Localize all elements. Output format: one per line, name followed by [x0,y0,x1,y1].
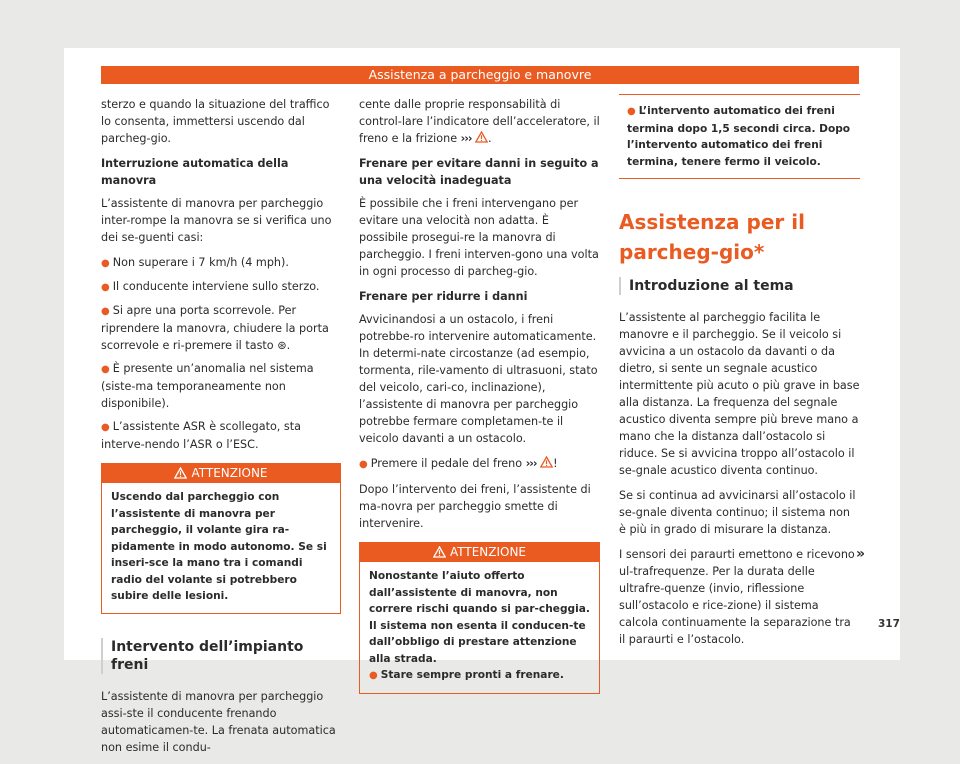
warning-text: Nonostante l’aiuto offerto dall’assistente di manovra, non correre rischi quando si par-cheggia. Il sistema non esenta il conducen-te dall’obbligo di prestare attenzione alla strada. ● Stare sempre pronti a frenare. [360,562,599,693]
bullet-icon: ● [101,364,110,375]
arrows-icon: ››› [460,132,472,145]
warning-triangle-icon [475,131,488,143]
paragraph: L’assistente di manovra per parcheggio assi-ste il conducente frenando automaticamen-te. La frenata automatica non esime il condu- [101,689,336,754]
list-item: ● Si apre una porta scorrevole. Per riprendere la manovra, chiudere la porta scorrevole e ri-premere il tasto ⊛. [101,304,329,352]
note-box [619,94,860,179]
arrows-icon: ››› [525,457,537,470]
list-item: ● L’intervento automatico dei freni termina dopo 1,5 secondi circa. Dopo l’intervento automatico dei freni termina, tenere fermo il veicolo. [627,105,851,168]
bullet-icon: ● [101,258,110,269]
section-title-intro: Introduzione al tema [619,277,860,295]
paragraph: sterzo e quando la situazione del traffico lo consenta, immettersi uscendo dal parcheg-gio. [101,98,330,145]
warning-box [101,463,341,614]
paragraph: Avvicinandosi a un ostacolo, i freni potrebbe-ro intervenire automaticamente. In determi-nate circostanze (ad esempio, tormenta, rile-vamento di ultrasuoni, stato del veicolo, cari-co, inclinazione), l’assistente di manovra per parcheggio potrebbe fermare completamen-te il veicolo davanti a un ostacolo. [359,313,598,445]
parking-button-icon: ⊛ [277,339,287,352]
column-2 [359,96,600,706]
list-item: ● Il conducente interviene sullo sterzo. [101,280,320,293]
bullet-icon: ● [101,282,110,293]
warning-triangle-icon [433,546,446,558]
paragraph: Dopo l’intervento dei freni, l’assistente di ma-novra per parcheggio smette di intervenire. [359,483,591,530]
list-item: ● L’assistente ASR è scollegato, sta interve-nendo l’ASR o l’ESC. [101,420,301,451]
page-header: Assistenza a parcheggio e manovre [101,66,859,84]
list-item: ● È presente un’anomalia nel sistema (siste-ma temporaneamente non disponibile). [101,362,314,410]
warning-triangle-icon [540,456,553,468]
paragraph: cente dalle proprie responsabilità di control-lare l’indicatore dell’acceleratore, il freno e la frizione ››› . [359,98,600,145]
page-number: 317 [878,618,900,630]
continue-mark: » [856,546,866,562]
bullet-icon: ● [369,670,378,681]
subheading-interruzione: Interruzione automatica della manovra [101,157,289,187]
paragraph: Se si continua ad avvicinarsi all’ostacolo il se-gnale diventa continuo; il sistema non è più in grado di misurare la distanza. [619,489,856,536]
column-1 [101,96,341,764]
subheading-ridurre: Frenare per ridurre i danni [359,290,528,303]
bullet-icon: ● [359,459,368,470]
paragraph: I sensori dei paraurti emettono e ricevono ul-trafrequenze. Per la durata delle ultrafre-quenze (invio, riflessione sull’ostacolo e rice-zione) il sistema calcola continuamente la separazione tra il paraurti e l’ostacolo. [619,548,855,646]
list-item: ● Premere il pedale del freno ››› ! [359,457,558,470]
bullet-icon: ● [627,106,636,117]
warning-text: Uscendo dal parcheggio con l’assistente di manovra per parcheggio, il volante gira ra-pidamente in modo autonomo. Se si inseri-sce la mano tra i comandi radio del volante si potrebbero subire delle lesioni. [111,491,327,602]
warning-triangle-icon [174,467,187,479]
main-section-title: Assistenza per il parcheg-gio* [619,210,805,264]
section-title-freni: Intervento dell’impianto freni [101,638,341,674]
bullet-icon: ● [101,306,110,317]
paragraph: L’assistente al parcheggio facilita le manovre e il parcheggio. Se il veicolo si avvicina a un ostacolo da davanti o da dietro, si sente un segnale acustico intermittente più acuto o più grave in base alla distanza. La frequenza del segnale acustico diventa sempre più breve mano a mano che la distanza dall’ostacolo si riduce. Se si avvicina troppo all’ostacolo il se-gnale acustico diventa continuo. [619,311,860,477]
bullet-icon: ● [101,422,110,433]
paragraph: È possibile che i freni intervengano per evitare una velocità non adatta. È possibile prosegui-re la manovra di parcheggio. I freni interven-gono una volta in ogni processo di parcheg-gio. [359,197,599,278]
warning-box [359,542,600,694]
paragraph: L’assistente di manovra per parcheggio inter-rompe la manovra se si verifica uno dei se-guenti casi: [101,197,332,244]
list-item: ● Stare sempre pronti a frenare. [369,669,564,681]
warning-title: ATTENZIONE [102,464,340,483]
list-item: ● Non superare i 7 km/h (4 mph). [101,256,289,269]
subheading-frenare: Frenare per evitare danni in seguito a una velocità inadeguata [359,157,599,187]
column-3 [619,94,860,656]
warning-title: ATTENZIONE [360,543,599,562]
